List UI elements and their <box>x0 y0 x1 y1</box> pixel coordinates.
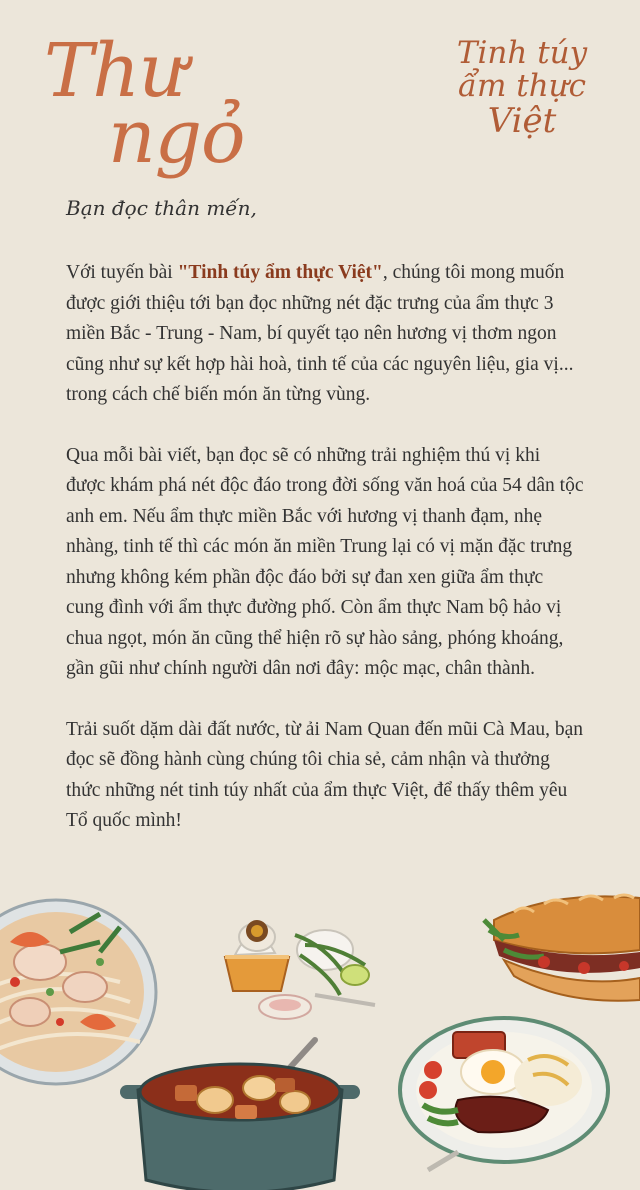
series-logo <box>442 35 602 141</box>
title-line-2: ngỏ <box>108 94 245 180</box>
letter-body <box>66 258 584 867</box>
series-logo-line-1: Tinh túy <box>456 35 588 71</box>
paragraph-2: Qua mỗi bài viết, bạn đọc sẽ có những trải nghiệm thú vị khi được khám phá nét độc đáo trong đời sống văn hoá của 54 dân tộc anh em. Nếu ẩm thực miền Bắc với hương vị thanh đạm, nhẹ nhàng, tinh tế thì các món ăn miền Trung lại có vị mặn đặc trưng nhưng không kém phần độc đáo bởi sự đan xen giữa ẩm thực cung đình với ẩm thực đường phố. Còn ẩm thực Nam bộ hảo vị chua ngọt, món ăn cũng thể hiện rõ sự hào sảng, phóng khoáng, gần gũi như chính người dân nơi đây: mộc mạc, chân thành. <box>66 444 584 679</box>
braised-pork-pot-illustration <box>120 1030 360 1190</box>
series-logo-line-3: Việt <box>487 101 557 141</box>
paragraph-1 <box>66 258 584 411</box>
paragraph-3: Trải suốt dặm dài đất nước, từ ải Nam Quan đến mũi Cà Mau, bạn đọc sẽ đồng hành cùng chúng tôi chia sẻ, cảm nhận và thưởng thức những nét tinh túy nhất của ẩm thực Việt, để thấy thêm yêu Tổ quốc mình! <box>66 718 584 831</box>
paragraph-1-rest: , chúng tôi mong muốn được giới thiệu tới bạn đọc những nét đặc trưng của ẩm thực 3 miền Bắc - Trung - Nam, bí quyết tạo nên hương vị thơm ngon cũng như sự kết hợp hài hoà, tinh tế của các nguyên liệu, gia vị... trong cách chế biến món ăn từng vùng. <box>66 262 574 405</box>
series-logo-line-2: ẩm thực <box>458 68 586 104</box>
paragraph-1-intro: Với tuyến bài <box>66 262 178 283</box>
greeting: Bạn đọc thân mến, <box>66 196 257 220</box>
balut-egg-illustration <box>195 895 395 1030</box>
banh-mi-illustration <box>474 890 640 1005</box>
broken-rice-plate-illustration <box>398 1010 610 1180</box>
title-line-1: Thư <box>44 28 186 114</box>
series-name-highlight: "Tinh túy ẩm thực Việt" <box>177 262 383 283</box>
